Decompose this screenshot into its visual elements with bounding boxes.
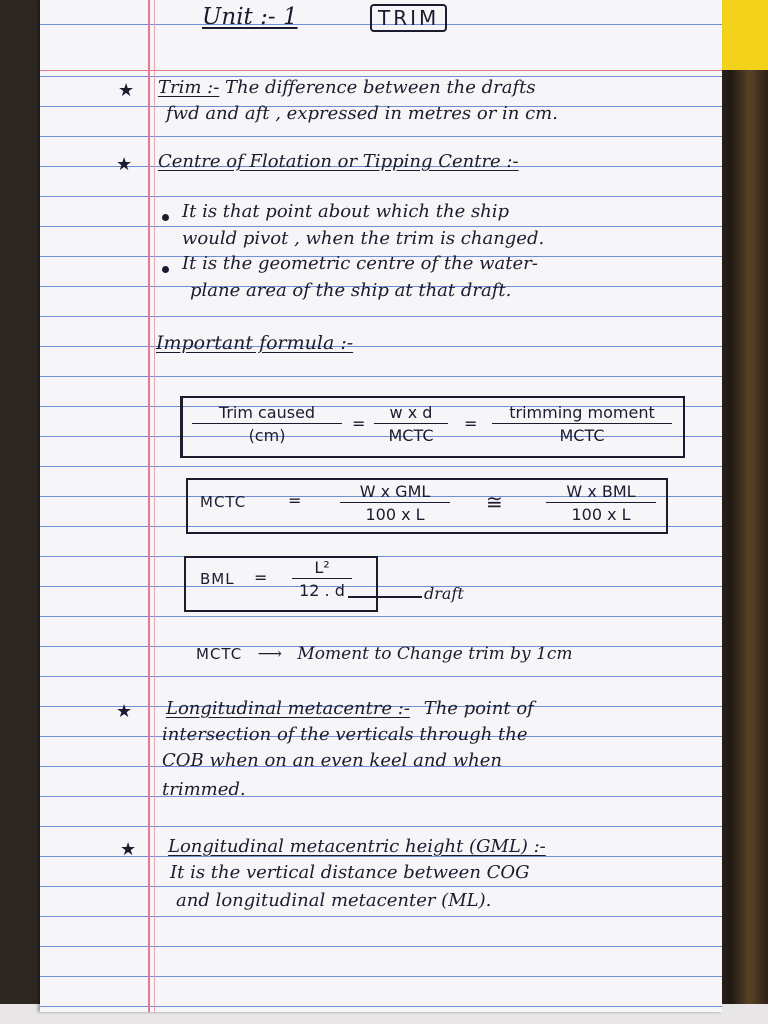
mctc-denominator: MCTC: [559, 426, 605, 445]
mctc-lhs: MCTC: [200, 493, 247, 511]
trimming-moment-fraction: [492, 403, 672, 445]
trim-caused-denominator: (cm): [248, 426, 286, 445]
star-icon: ★: [116, 701, 133, 722]
mctc-denominator: MCTC: [388, 426, 434, 445]
l-squared-numerator: L²: [292, 558, 352, 579]
long-gm-line3: and longitudinal metacenter (ML).: [176, 890, 492, 911]
equals-sign: =: [288, 491, 302, 510]
trim-caused-numerator: Trim caused: [192, 403, 342, 424]
wbml-fraction: [546, 482, 656, 524]
l2-over-12d-fraction: [292, 558, 352, 600]
12d-denominator: 12 . d: [299, 581, 345, 600]
topic-title: TRIM: [370, 4, 447, 32]
wd-numerator: w x d: [374, 403, 448, 424]
trim-caused-fraction: [192, 403, 342, 445]
mctc-meaning: Moment to Change trim by 1cm: [297, 644, 573, 664]
formula-heading: Important formula :-: [156, 332, 354, 354]
long-meta-line1: The point of: [423, 698, 534, 719]
trimming-moment-numerator: trimming moment: [492, 403, 672, 424]
pointer-line: [348, 596, 422, 598]
bml-lhs: BML: [200, 570, 235, 588]
equals-sign: =: [352, 414, 366, 433]
equals-sign: =: [254, 568, 268, 587]
long-meta-line3: COB when on an even keel and when: [162, 750, 502, 771]
cof-bullet2-line2: plane area of the ship at that draft.: [190, 280, 512, 301]
star-icon: ★: [116, 154, 133, 175]
100l-denominator: 100 x L: [571, 505, 631, 524]
trim-term: Trim :-: [158, 77, 220, 98]
margin-line: [148, 0, 150, 1012]
star-icon: ★: [118, 80, 135, 101]
long-gm-term: Longitudinal metacentric height (GML) :-: [168, 836, 546, 857]
trim-def-line1: The difference between the drafts: [225, 77, 536, 98]
approx-sign: ≅: [486, 490, 503, 514]
header-rule: [40, 70, 722, 71]
long-meta-line4: trimmed.: [162, 779, 246, 800]
long-meta-line2: intersection of the verticals through the: [162, 724, 528, 745]
wgml-fraction: [340, 482, 450, 524]
wd-over-mctc-fraction: [374, 403, 448, 445]
wgml-numerator: W x GML: [340, 482, 450, 503]
bullet-dot-icon: [162, 266, 169, 273]
right-arrow-icon: ⟶: [257, 644, 282, 664]
cof-bullet2-line1: It is the geometric centre of the water-: [182, 253, 538, 274]
cof-bullet1-line1: It is that point about which the ship: [182, 201, 510, 222]
mctc-term: MCTC: [196, 645, 243, 663]
unit-title: Unit :- 1: [202, 4, 298, 30]
draft-note: draft: [424, 584, 464, 603]
long-meta-term: Longitudinal metacentre :-: [166, 698, 410, 719]
star-icon: ★: [120, 839, 137, 860]
equals-sign: =: [464, 414, 478, 433]
notebook-page: [40, 0, 722, 1012]
cof-bullet1-line2: would pivot , when the trim is changed.: [182, 228, 545, 249]
trim-def-line2: fwd and aft , expressed in metres or in cm.: [166, 103, 558, 124]
margin-line-secondary: [154, 0, 155, 1012]
long-gm-line2: It is the vertical distance between COG: [170, 862, 530, 883]
wbml-numerator: W x BML: [546, 482, 656, 503]
bullet-dot-icon: [162, 214, 169, 221]
100l-denominator: 100 x L: [365, 505, 425, 524]
cof-heading: Centre of Flotation or Tipping Centre :-: [158, 151, 519, 172]
